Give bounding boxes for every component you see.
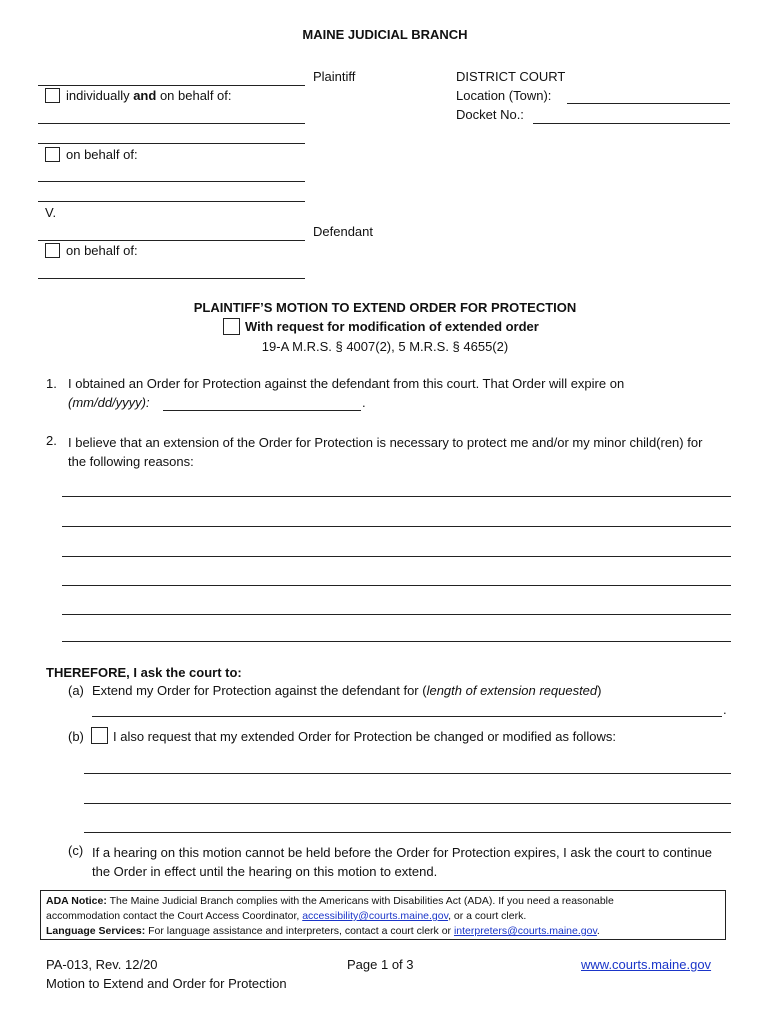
reason-line-1[interactable] xyxy=(62,496,731,497)
ada-text-2: accommodation contact the Court Access Coordinator, xyxy=(46,910,303,922)
on-behalf-checkbox-1[interactable] xyxy=(45,147,60,162)
modification-label: With request for modification of extended order xyxy=(245,319,539,334)
extension-length-line[interactable] xyxy=(92,716,722,717)
modify-line-2[interactable] xyxy=(84,803,731,804)
reason-line-3[interactable] xyxy=(62,556,731,557)
docket-label: Docket No.: xyxy=(456,107,524,122)
motion-title: PLAINTIFF’S MOTION TO EXTEND ORDER FOR PROTECTION xyxy=(193,300,577,315)
defendant-name-line[interactable] xyxy=(38,240,305,241)
individually-label xyxy=(66,88,232,103)
individually-checkbox[interactable] xyxy=(45,88,60,103)
page-number: Page 1 of 3 xyxy=(347,957,414,972)
item-1-date-label: (mm/dd/yyyy): xyxy=(68,395,150,410)
location-input-line[interactable] xyxy=(567,103,730,104)
court-name: DISTRICT COURT xyxy=(456,69,566,84)
on-behalf-checkbox-2[interactable] xyxy=(45,243,60,258)
item-2-number: 2. xyxy=(46,433,57,448)
page-title: MAINE JUDICIAL BRANCH xyxy=(302,27,468,42)
ada-text: The Maine Judicial Branch complies with the Americans with Disabilities Act (ADA). If you need a reasonable xyxy=(106,895,614,907)
docket-input-line[interactable] xyxy=(533,123,730,124)
option-c-text: If a hearing on this motion cannot be held before the Order for Protection expires, I ask the court to continue the Order in effect until the hearing on this motion to extend. xyxy=(92,845,713,879)
option-a-italic: length of extension requested xyxy=(426,683,598,698)
plaintiff-behalf-line-1[interactable] xyxy=(38,123,305,124)
option-a-close: ) xyxy=(597,683,602,698)
reason-line-5[interactable] xyxy=(62,614,731,615)
versus-label: V. xyxy=(45,205,57,220)
plaintiff-behalf-line-2[interactable] xyxy=(38,143,305,144)
website-link[interactable]: www.courts.maine.gov xyxy=(581,957,712,972)
reason-line-6[interactable] xyxy=(62,641,731,642)
defendant-behalf-line[interactable] xyxy=(38,278,305,279)
form-number: PA-013, Rev. 12/20 xyxy=(46,957,158,972)
modification-checkbox[interactable] xyxy=(223,318,240,335)
language-text: For language assistance and interpreters, contact a court clerk or xyxy=(145,925,454,937)
expiration-date-line[interactable] xyxy=(163,410,361,411)
modify-line-3[interactable] xyxy=(84,832,731,833)
accessibility-email-link[interactable]: accessibility@courts.maine.gov xyxy=(302,910,449,922)
item-1-period: . xyxy=(362,395,366,410)
plaintiff-name-line[interactable] xyxy=(38,85,305,86)
item-2-text: I believe that an extension of the Order for Protection is necessary to protect me and/or my minor child(ren) for the following reasons: xyxy=(68,435,703,469)
ada-text-3: , or a court clerk. xyxy=(448,910,527,922)
form-title: Motion to Extend and Order for Protection xyxy=(46,976,287,991)
option-b-label: (b) xyxy=(68,729,84,744)
reason-line-4[interactable] xyxy=(62,585,731,586)
individually-bold: and xyxy=(133,88,157,103)
ada-line-2 xyxy=(46,909,720,924)
language-end: . xyxy=(596,925,600,937)
option-a-main: Extend my Order for Protection against the defendant for ( xyxy=(92,683,427,698)
individually-prefix: individually xyxy=(66,88,134,103)
reason-line-2[interactable] xyxy=(62,526,731,527)
defendant-label: Defendant xyxy=(313,224,373,239)
ada-label: ADA Notice: xyxy=(46,895,107,907)
on-behalf-label-2: on behalf of: xyxy=(66,243,138,258)
item-1-number: 1. xyxy=(46,376,57,391)
on-behalf-label-1: on behalf of: xyxy=(66,147,138,162)
option-b-text: I also request that my extended Order for Protection be changed or modified as follows: xyxy=(113,729,616,744)
ada-notice-box xyxy=(40,890,726,940)
modify-checkbox[interactable] xyxy=(91,727,108,744)
item-1-text: I obtained an Order for Protection against the defendant from this court. That Order will expire on xyxy=(68,376,625,391)
ada-line-1 xyxy=(46,894,720,909)
plaintiff-label: Plaintiff xyxy=(313,69,356,84)
therefore-heading: THEREFORE, I ask the court to: xyxy=(46,665,242,680)
location-label: Location (Town): xyxy=(456,88,552,103)
individually-suffix: on behalf of: xyxy=(156,88,232,103)
option-a-period: . xyxy=(723,702,727,717)
statute-citation: 19-A M.R.S. § 4007(2), 5 M.R.S. § 4655(2) xyxy=(261,339,509,354)
option-a-label: (a) xyxy=(68,683,84,698)
option-c-label: (c) xyxy=(68,843,84,858)
modify-line-1[interactable] xyxy=(84,773,731,774)
behalf-line-3[interactable] xyxy=(38,181,305,182)
behalf-line-4[interactable] xyxy=(38,201,305,202)
language-line xyxy=(46,924,720,939)
interpreters-email-link[interactable]: interpreters@courts.maine.gov xyxy=(453,925,597,937)
option-a-text xyxy=(92,683,602,698)
language-label: Language Services: xyxy=(46,925,146,937)
